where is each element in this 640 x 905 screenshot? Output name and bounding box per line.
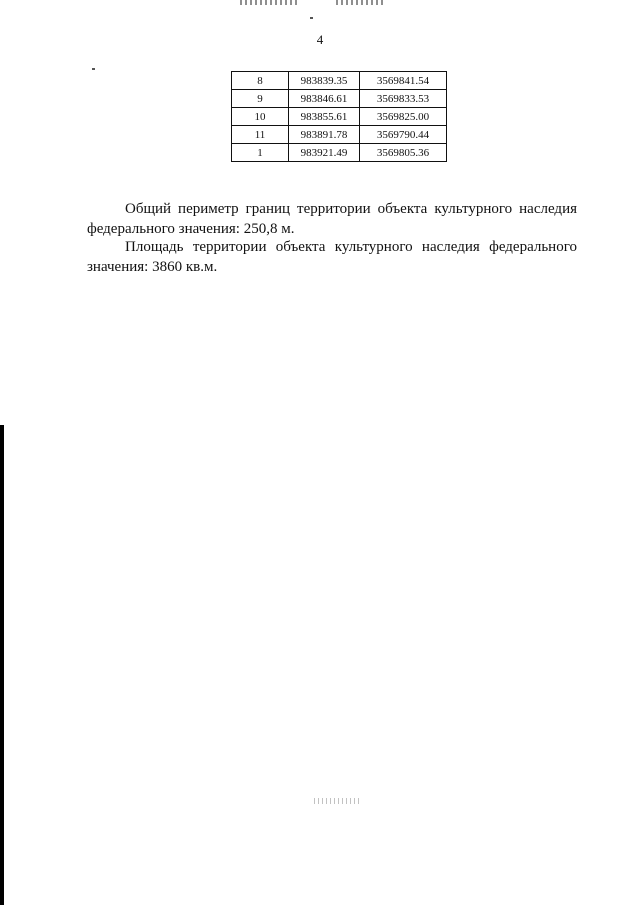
y-coordinate-cell: 3569825.00 [360, 108, 447, 126]
table-row [232, 108, 447, 126]
x-coordinate-cell: 983846.61 [289, 90, 360, 108]
scan-edge-bar [0, 425, 4, 905]
table-row [232, 126, 447, 144]
x-coordinate-cell: 983891.78 [289, 126, 360, 144]
table-row [232, 144, 447, 162]
x-coordinate-cell: 983839.35 [289, 72, 360, 90]
perimeter-paragraph: Общий периметр границ территории объекта культурного наследия федерального значения: 250,8 м. [87, 201, 577, 237]
y-coordinate-cell: 3569790.44 [360, 126, 447, 144]
point-number-cell: 8 [232, 72, 289, 90]
y-coordinate-cell: 3569833.53 [360, 90, 447, 108]
y-coordinate-cell: 3569805.36 [360, 144, 447, 162]
x-coordinate-cell: 983855.61 [289, 108, 360, 126]
scan-artifact-top-right [336, 0, 384, 5]
scan-dot [310, 17, 313, 19]
table-row [232, 72, 447, 90]
area-paragraph: Площадь территории объекта культурного наследия федерального значения: 3860 кв.м. [87, 239, 577, 275]
table-row [232, 90, 447, 108]
y-coordinate-cell: 3569841.54 [360, 72, 447, 90]
scan-artifact-top-left [240, 0, 298, 5]
x-coordinate-cell: 983921.49 [289, 144, 360, 162]
point-number-cell: 11 [232, 126, 289, 144]
point-number-cell: 10 [232, 108, 289, 126]
scan-dot [92, 68, 95, 70]
point-number-cell: 1 [232, 144, 289, 162]
page-number: 4 [316, 32, 324, 47]
point-number-cell: 9 [232, 90, 289, 108]
coordinates-table [231, 71, 447, 162]
scan-artifact-bottom [314, 798, 362, 804]
